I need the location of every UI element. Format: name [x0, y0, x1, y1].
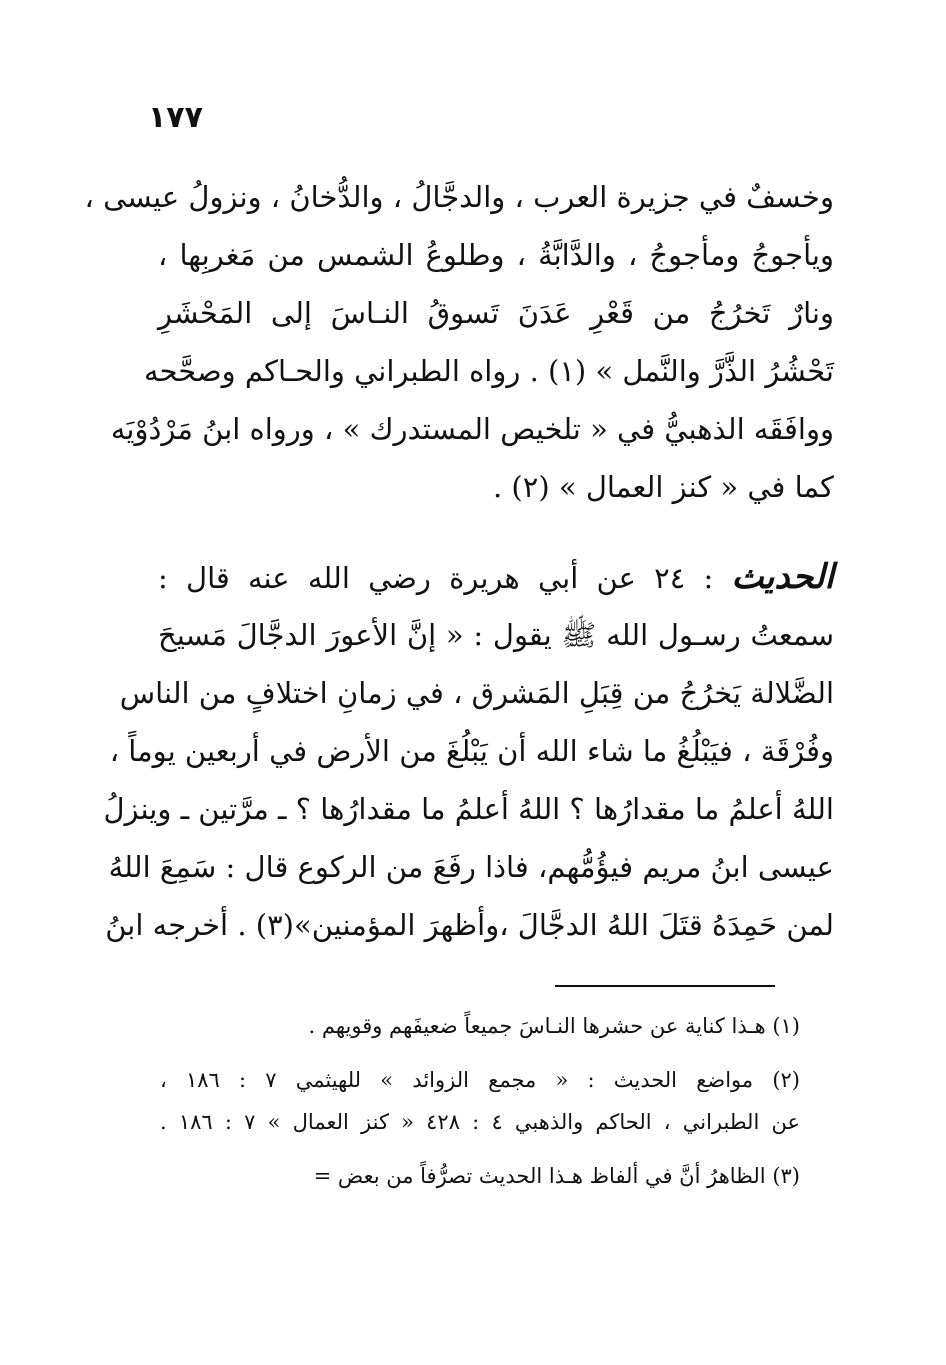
text-line: تَحْشُرُ الذَّرَّ والنَّمل » (١) . رواه الطبراني والحـاكم وصحَّحه [144, 354, 834, 388]
text-line: الضَّلالة يَخرُجُ من قِبَلِ المَشرق ، في زمانِ اختلافٍ من الناس [119, 676, 834, 710]
text-line: كما في « كنز العمال » (٢) . [492, 470, 834, 504]
footnote-3: (٣) الظاهرُ أنَّ في ألفاظ هـذا الحديث تصرُّفاً من بعض = [313, 1164, 800, 1188]
footnotes [160, 1005, 800, 1197]
paragraph-2 [103, 548, 834, 954]
hadith-heading-line [158, 548, 834, 606]
text-line: عيسى ابنُ مريم فيؤُمُّهم، فاذا رفَعَ من الركوع قال : سَمِعَ اللهُ [108, 850, 834, 884]
footnote-1: (١) هـذا كناية عن حشرها النـاسَ جميعاً ضعيفَهم وقويهم . [308, 1014, 800, 1038]
footnote-2-line-2: عن الطبراني ، الحاكم والذهبي ٤ : ٤٢٨ « كنز العمال » ٧ : ١٨٦ . [160, 1110, 800, 1134]
text-line: ووافَقَه الذهبيُّ في « تلخيص المستدرك » ، ورواه ابنُ مَرْدُوْيَه [110, 412, 834, 446]
text-line: وفُرْقَة ، فيَبْلُغُ ما شاء الله أن يَبْلُغَ من الأرض في أربعين يوماً ، [109, 734, 834, 768]
text-line: ونارٌ تَخرُجُ من قَعْرِ عَدَنَ تَسوقُ النـاسَ إلى المَحْشَرِ [158, 296, 834, 330]
hadith-heading-rest: : ٢٤ عن أبي هريرة رضي الله عنه قال : [158, 561, 714, 595]
text-line: اللهُ أعلمُ ما مقدارُها ؟ اللهُ أعلمُ ما مقدارُها ؟ ـ مرَّتين ـ وينزلُ [103, 792, 834, 826]
hadith-heading: الحديث [731, 557, 834, 597]
footnote-2-line-1: (٢) مواضع الحديث : « مجمع الزوائد » للهيثمي ٧ : ١٨٦ ، [160, 1068, 800, 1092]
text-line: لمن حَمِدَهُ قتَلَ اللهُ الدجَّالَ ،وأظهرَ المؤمنين»(٣) . أخرجه ابنُ [105, 908, 834, 942]
text-line: ويأجوجُ ومأجوجُ ، والدَّابَّةُ ، وطلوعُ الشمس من مَغربِها ، [158, 238, 834, 272]
text-line: سمعتُ رسـول الله ﷺ يقول : « إنَّ الأعورَ الدجَّالَ مَسيحَ [158, 618, 834, 652]
footnote-divider [555, 985, 775, 987]
paragraph-1 [84, 168, 834, 516]
page-number: ١٧٧ [148, 100, 203, 135]
text-line: وخسفٌ في جزيرة العرب ، والدجَّالُ ، والدُّخانُ ، ونزولُ عيسى ، [84, 180, 834, 214]
